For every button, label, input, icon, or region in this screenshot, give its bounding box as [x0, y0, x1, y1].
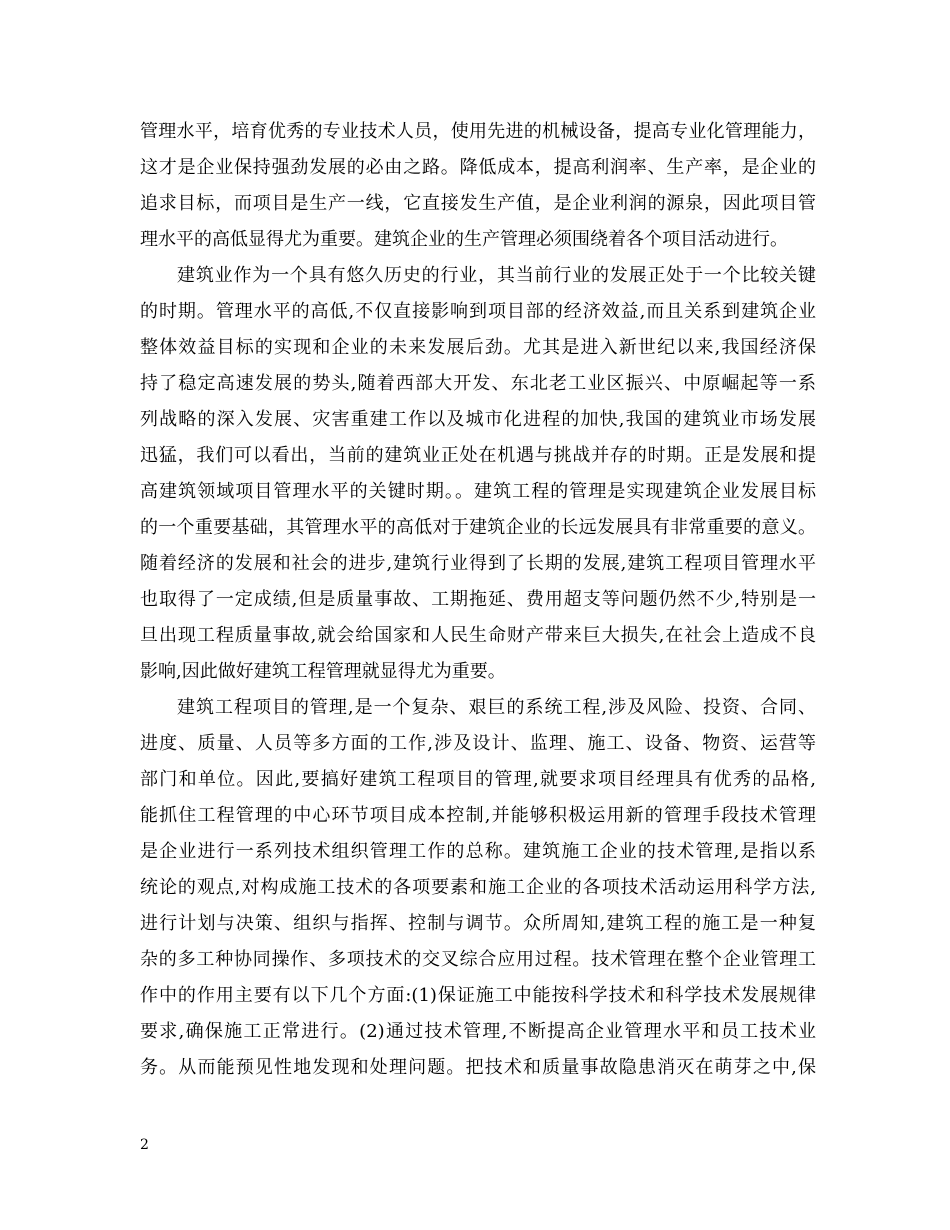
text-line-6: 的时期。管理水平的高低,不仅直接影响到项目部的经济效益,而且关系到建筑企业 [140, 301, 816, 322]
text-line-20: 能抓住工程管理的中心环节项目成本控制,并能够积极运用新的管理手段技术管理 [140, 805, 816, 826]
text-line-4: 理水平的高低显得尤为重要。建筑企业的生产管理必须围绕着各个项目活动进行。 [140, 229, 788, 250]
text-line-24: 杂的多工种协同操作、多项技术的交叉综合应用过程。技术管理在整个企业管理工 [140, 949, 816, 970]
text-line-8: 持了稳定高速发展的势头,随着西部大开发、东北老工业区振兴、中原崛起等一系 [140, 373, 816, 394]
page-number: 2 [140, 1137, 149, 1153]
text-line-18: 进度、质量、人员等多方面的工作,涉及设计、监理、施工、设备、物资、运营等 [140, 733, 816, 754]
text-line-7: 整体效益目标的实现和企业的未来发展后劲。尤其是进入新世纪以来,我国经济保 [140, 337, 816, 358]
text-line-15: 旦出现工程质量事故,就会给国家和人民生命财产带来巨大损失,在社会上造成不良 [140, 625, 816, 646]
text-line-27: 务。从而能预见性地发现和处理问题。把技术和质量事故隐患消灭在萌芽之中,保 [140, 1057, 816, 1078]
text-line-19: 部门和单位。因此,要搞好建筑工程项目的管理,就要求项目经理具有优秀的品格, [140, 769, 816, 790]
body-text [140, 114, 816, 1086]
text-line-26: 要求,确保施工正常进行。(2)通过技术管理,不断提高企业管理水平和员工技术业 [140, 1021, 816, 1042]
text-line-14: 也取得了一定成绩,但是质量事故、工期拖延、费用超支等问题仍然不少,特别是一 [140, 589, 816, 610]
text-line-1: 管理水平，培育优秀的专业技术人员，使用先进的机械设备，提高专业化管理能力， [140, 121, 816, 142]
text-line-11: 高建筑领域项目管理水平的关键时期。。建筑工程的管理是实现建筑企业发展目标 [140, 481, 816, 502]
text-line-22: 统论的观点,对构成施工技术的各项要素和施工企业的各项技术活动运用科学方法, [140, 877, 816, 898]
text-line-16: 影响,因此做好建筑工程管理就显得尤为重要。 [140, 661, 506, 682]
text-line-2: 这才是企业保持强劲发展的必由之路。降低成本，提高利润率、生产率，是企业的 [140, 157, 816, 178]
text-line-10: 迅猛，我们可以看出，当前的建筑业正处在机遇与挑战并存的时期。正是发展和提 [140, 445, 816, 466]
text-line-21: 是企业进行一系列技术组织管理工作的总称。建筑施工企业的技术管理,是指以系 [140, 841, 816, 862]
text-line-9: 列战略的深入发展、灾害重建工作以及城市化进程的加快,我国的建筑业市场发展 [140, 409, 816, 430]
text-line-23: 进行计划与决策、组织与指挥、控制与调节。众所周知,建筑工程的施工是一种复 [140, 913, 816, 934]
text-line-13: 随着经济的发展和社会的进步,建筑行业得到了长期的发展,建筑工程项目管理水平 [140, 553, 816, 574]
text-line-12: 的一个重要基础，其管理水平的高低对于建筑企业的长远发展具有非常重要的意义。 [140, 517, 816, 538]
text-line-25: 作中的作用主要有以下几个方面:(1)保证施工中能按科学技术和科学技术发展规律 [140, 985, 816, 1006]
text-line-5: 建筑业作为一个具有悠久历史的行业，其当前行业的发展正处于一个比较关键 [177, 265, 816, 286]
text-line-3: 追求目标，而项目是生产一线，它直接发生产值，是企业利润的源泉，因此项目管 [140, 193, 816, 214]
text-line-17: 建筑工程项目的管理,是一个复杂、艰巨的系统工程,涉及风险、投资、合同、 [177, 697, 816, 718]
